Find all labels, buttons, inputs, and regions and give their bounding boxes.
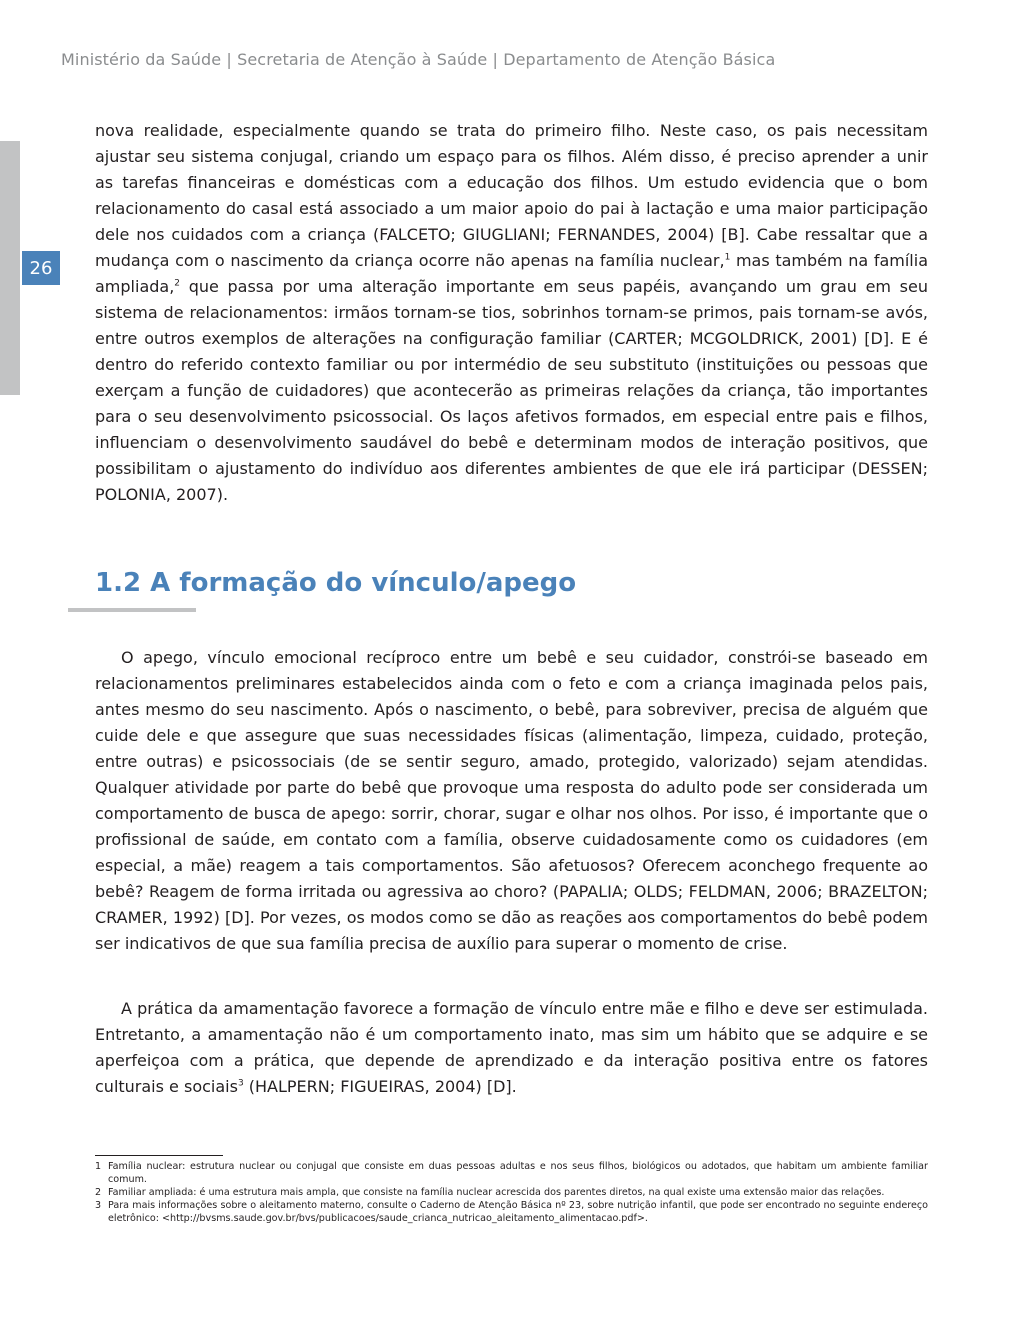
paragraph-text: mas também na família ampliada, bbox=[95, 251, 928, 296]
footnote-1 bbox=[95, 1160, 928, 1186]
body-paragraph-3 bbox=[95, 996, 928, 1100]
page-number: 26 bbox=[22, 251, 60, 285]
footnotes bbox=[95, 1160, 928, 1225]
footnote-ref-3: 3 bbox=[237, 1078, 244, 1089]
footnote-ref-2: 2 bbox=[174, 278, 181, 289]
heading-underline bbox=[68, 608, 196, 612]
footnote-text: Família nuclear: estrutura nuclear ou conjugal que consiste em duas pessoas adultas e nos seus filhos, biológicos ou adotados, que habitam um ambiente familiar comum. bbox=[108, 1161, 928, 1185]
footnote-2 bbox=[95, 1186, 928, 1199]
footnote-number: 3 bbox=[95, 1200, 102, 1211]
footnote-number: 1 bbox=[95, 1161, 102, 1172]
paragraph-text: A prática da amamentação favorece a formação de vínculo entre mãe e filho e deve ser estimulada. Entretanto, a amamentação não é um comportamento inato, mas sim um hábito que se adquire e se aperfeiçoa com a prática, que depende de aprendizado e da interação positiva entre os fatores culturais e sociais bbox=[95, 999, 928, 1096]
footnote-3 bbox=[95, 1199, 928, 1225]
body-paragraph-2 bbox=[95, 645, 928, 957]
section-heading: 1.2 A formação do vínculo/apego bbox=[95, 568, 577, 598]
footnote-number: 2 bbox=[95, 1187, 102, 1198]
paragraph-text: que passa por uma alteração importante em seus papéis, avançando um grau em seu sistema de relacionamentos: irmãos tornam-se tios, sobrinhos tornam-se primos, pais tornam-se avós, entre outros exemplos de alterações na configuração familiar (CARTER; MCGOLDRICK, 2001) [D]. E é dentro do referido contexto familiar ou por intermédio de seu substituto (instituições ou pessoas que exerçam a função de cuidadores) que acontecerão as primeiras relações da criança, tão importantes para o seu desenvolvimento psicossocial. Os laços afetivos formados, em especial entre pais e filhos, influenciam o desenvolvimento saudável do bebê e determinam modos de interação positivos, que possibilitam o ajustamento do indivíduo aos diferentes ambientes de que ele irá participar (DESSEN; POLONIA, 2007). bbox=[95, 277, 928, 504]
footnote-text: Familiar ampliada: é uma estrutura mais ampla, que consiste na família nuclear acrescida dos parentes diretos, na qual existe uma extensão maior das relações. bbox=[108, 1187, 885, 1198]
footnote-ref-1: 1 bbox=[724, 252, 731, 263]
paragraph-text: (HALPERN; FIGUEIRAS, 2004) [D]. bbox=[243, 1077, 517, 1096]
running-header: Ministério da Saúde | Secretaria de Atenção à Saúde | Departamento de Atenção Básica bbox=[61, 50, 776, 69]
footnote-text: Para mais informações sobre o aleitamento materno, consulte o Caderno de Atenção Básica nº 23, sobre nutrição infantil, que pode ser encontrado no seguinte endereço eletrônico: <http://bvsms.saude.gov.br/bvs/publicacoes/saude_crianca_nutricao_aleitamento_alimentacao.pdf>. bbox=[108, 1200, 928, 1224]
body-paragraph-1 bbox=[95, 118, 928, 508]
page-edge-tab bbox=[0, 141, 20, 395]
paragraph-text: nova realidade, especialmente quando se trata do primeiro filho. Neste caso, os pais necessitam ajustar seu sistema conjugal, criando um espaço para os filhos. Além disso, é preciso aprender a unir as tarefas financeiras e domésticas com a educação dos filhos. Um estudo evidencia que o bom relacionamento do casal está associado a um maior apoio do pai à lactação e uma maior participação dele nos cuidados com a criança (FALCETO; GIUGLIANI; FERNANDES, 2004) [B]. Cabe ressaltar que a mudança com o nascimento da criança ocorre não apenas na família nuclear, bbox=[95, 121, 928, 270]
footnote-separator bbox=[95, 1155, 223, 1156]
paragraph-text: O apego, vínculo emocional recíproco entre um bebê e seu cuidador, constrói-se baseado em relacionamentos preliminares estabelecidos ainda com o feto e com a criança imaginada pelos pais, antes mesmo do seu nascimento. Após o nascimento, o bebê, para sobreviver, precisa de alguém que cuide dele e que assegure que suas necessidades físicas (alimentação, limpeza, cuidado, proteção, entre outras) e psicossociais (de se sentir seguro, amado, protegido, valorizado) sejam atendidas. Qualquer atividade por parte do bebê que provoque uma resposta do adulto pode ser considerada um comportamento de busca de apego: sorrir, chorar, sugar e olhar nos olhos. Por isso, é importante que o profissional de saúde, em contato com a família, observe cuidadosamente como os cuidadores (em especial, a mãe) reagem a tais comportamentos. São afetuosos? Oferecem aconchego frequente ao bebê? Reagem de forma irritada ou agressiva ao choro? (PAPALIA; OLDS; FELDMAN, 2006; BRAZELTON; CRAMER, 1992) [D]. Por vezes, os modos como se dão as reações aos comportamentos do bebê podem ser indicativos de que sua família precisa de auxílio para superar o momento de crise. bbox=[95, 648, 928, 953]
